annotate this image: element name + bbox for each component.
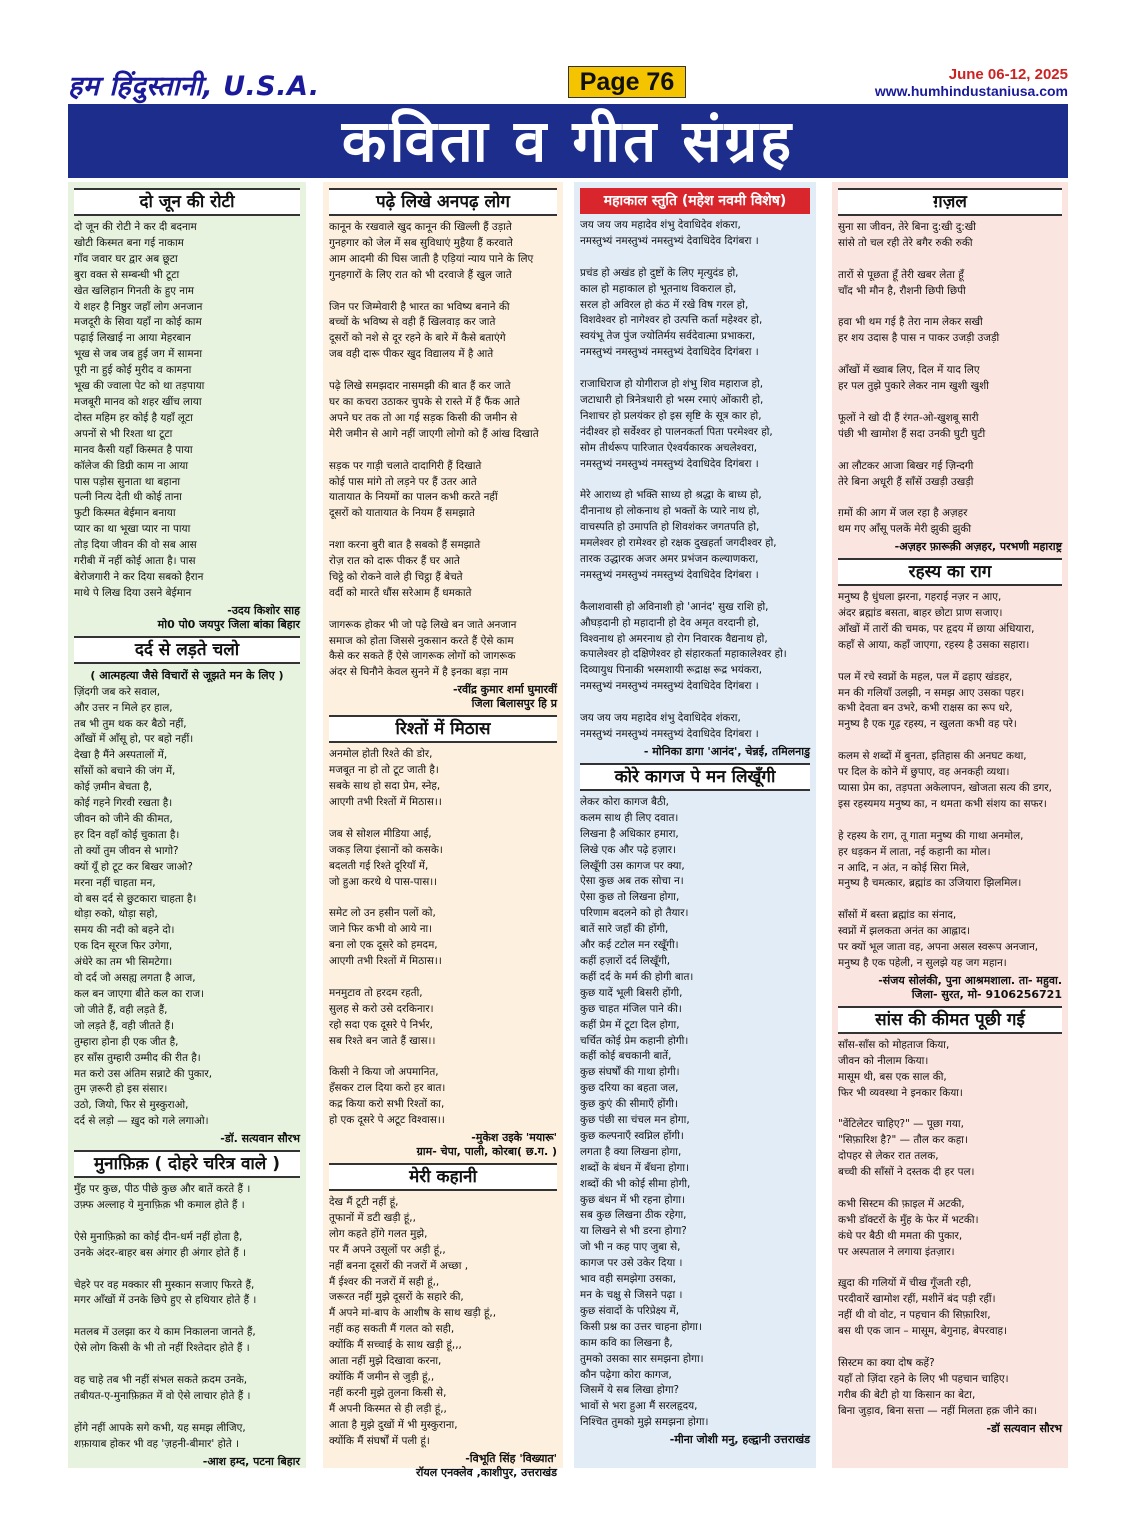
column-3 bbox=[574, 182, 816, 1468]
poem-title: पढ़े लिखे अनपढ़ लोग bbox=[329, 188, 557, 216]
poem-title: ग़ज़ल bbox=[838, 188, 1062, 216]
poem-body: जय जय जय महादेव शंभु देवाधिदेव शंकरा, नमस्तुभ्यं नमस्तुभ्यं नमस्तुभ्यं देवाधिदेव दिगंबरा । प्रचंड हो अखंड हो दुष्टों के लिए मृत्युदंड हो, काल हो महाकाल हो भूतनाथ विकराल हो, सरल हो अविरल हो कंठ में रखे विष गरल हो, विशवेश्वर हो नागेश्वर हो उत्पत्ति कर्ता महेश्वर हो, स्वयंभू तेज पुंज ज्योतिर्मय सर्वदेवात्मा प्रभाकरा, नमस्तुभ्यं नमस्तुभ्यं नमस्तुभ्यं देवाधिदेव दिगंबरा । राजाधिराज हो योगीराज हो शंभु शिव महाराज हो, जटाधारी हो त्रिनेत्रधारी हो भस्म रमाएं ओंकारी हो, निशाचर हो प्रलयंकर हो इस सृष्टि के सूत्र कार हो, नंदीश्वर हो सर्वेश्वर हो पालनकर्ता पिता परमेश्वर हो, सोम तीर्थरूप पारिजात ऐश्वर्यकारक अचलेश्वरा, नमस्तुभ्यं नमस्तुभ्यं नमस्तुभ्यं देवाधिदेव दिगंबरा । मेरे आराध्य हो भक्ति साध्य हो श्रद्धा के बाध्य हो, दीनानाथ हो लोकनाथ हो भक्तों के प्यारे नाथ हो, वाचस्पति हो उमापति हो शिवशंकर जगतपति हो, ममलेश्वर हो रामेश्वर हो रक्षक दुखहर्ता जगदीश्वर हो, तारक उद्धारक अजर अमर प्रभंजन कल्याणकरा, नमस्तुभ्यं नमस्तुभ्यं नमस्तुभ्यं देवाधिदेव दिगंबरा । कैलाशवासी हो अविनाशी हो 'आनंद' सुख राशि हो, औघड़दानी हो महादानी हो देव अमृत वरदानी हो, विश्वनाथ हो अमरनाथ हो रोग निवारक वैद्यनाथ हो, कपालेश्वर हो दक्षिणेश्वर हो संहारकर्ता महाकालेश्वर हो। दिव्यायुध पिनाकी भस्मशायी रूद्राक्ष रूद्र भयंकरा, नमस्तुभ्यं नमस्तुभ्यं नमस्तुभ्यं देवाधिदेव दिगंबरा । जय जय जय महादेव शंभु देवाधिदेव शंकरा, नमस्तुभ्यं नमस्तुभ्यं नमस्तुभ्यं देवाधिदेव दिगंबरा । bbox=[580, 219, 787, 740]
poem-title: दर्द से लड़ते चलो bbox=[74, 636, 300, 664]
newspaper-masthead: हम हिंदुस्तानी, U.S.A. bbox=[68, 71, 320, 102]
poem-title: मुनाफ़िक़ ( दोहरे चरित्र वाले ) bbox=[74, 1150, 300, 1178]
poem-author: -मीना जोशी मनु, हल्द्वानी उत्तराखंड bbox=[669, 1433, 810, 1447]
poem-title: सांस की कीमत पूछी गई bbox=[838, 1006, 1062, 1034]
poem-title: मेरी कहानी bbox=[329, 1163, 557, 1191]
column-2 bbox=[323, 182, 563, 1479]
poem-author: -संजय सोलंकी, पुना आश्रमशाला. ता- महुवा. जिला- सुरत, मो- 9106256721 bbox=[878, 973, 1062, 1001]
poem-body: लेकर कोरा कागज बैठी, कलम साथ ही लिए दवात। लिखना है अधिकार हमारा, लिखे एक और पढ़े हज़ार। लिखूँगी उस कागज पर क्या, ऐसा कुछ अब तक सोचा न। ऐसा कुछ तो लिखना होगा, परिणाम बदलने को हो तैयार। बातें सारे जहाँ की होंगी, और कई टटोल मन रखूँगी। कहीं हज़ारों दर्द लिखूँगी, कहीं दर्द के मर्म की होगी बात। कुछ यादें भूली बिसरी होंगी, कुछ चाहत मंजिल पाने की। कहीं प्रेम में टूटा दिल होगा, चर्चित कोई प्रेम कहानी होगी। कहीं कोई बचकानी बातें, कुछ संघर्षों की गाथा होगी। कुछ दरिया का बहता जल, कुछ कुएं की सीमाएँ होंगी। कुछ पंछी सा चंचल मन होगा, कुछ कल्पनाएँ स्वप्निल होंगी। लगता है क्या लिखना होगा, शब्दों के बंधन में बँधना होगा। शब्दों की भी कोई सीमा होगी, कुछ बंधन में भी रहना होगा। सब कुछ लिखना ठीक रहेगा, या लिखने से भी डरना होगा? जो भी न कह पाए जुबा से, कागज पर उसे उकेर दिया । भाव वही समझेगा उसका, मन के चक्षु से जिसने पढ़ा । कुछ संवादों के परिप्रेक्ष्य में, किसी प्रश्न का उत्तर चाहना होगा। काम कवि का लिखना है, तुमको उसका सार समझना होगा। कौन पढ़ेगा कोरा कागज, जिसमें ये सब लिखा होगा? भावों से भरा हुआ मैं सरलहृदय, निश्चित तुमको मुझे समझना होगा। bbox=[580, 795, 709, 1429]
page-header bbox=[0, 0, 1135, 100]
poem-body: मनुष्य है धुंधला झरना, गहराई नज़र न आए, अंदर ब्रह्मांड बसता, बाहर छोटा प्राण सजाए। आँखों में तारों की चमक, पर हृदय में छाया अंधियारा, कहाँ से आया, कहाँ जाएगा, रहस्य है उसका सहारा। पल में रचे स्वप्नों के महल, पल में ढहाए खंडहर, मन की गलियाँ उलझी, न समझ आए उसका पहर। कभी देवता बन उभरे, कभी राक्षस का रूप धरे, मनुष्य है एक गूढ़ रहस्य, न खुलता कभी वह परे। कलम से शब्दों में बुनता, इतिहास की अनघट कथा, पर दिल के कोने में छुपाए, वह अनकही व्यथा। प्यासा प्रेम का, तड़पता अकेलापन, खोजता सत्य की डगर, इस रहस्यमय मनुष्य का, न थमता कभी संशय का सफर। हे रहस्य के राग, तू गाता मनुष्य की गाथा अनमोल, हर धड़कन में लाता, नई कहानी का मोल। न आदि, न अंत, न कोई सिरा मिले, मनुष्य है चमत्कार, ब्रह्मांड का उजियारा झिलमिल। साँसों में बस्ता ब्रह्मांड का संनाद, स्वप्नों में झलकता अनंत का आह्लाद। पर क्यों भूल जाता वह, अपना असल स्वरूप अनजान, मनुष्य है एक पहेली, न सुलझे यह जग महान। bbox=[838, 591, 1052, 969]
poem-author: -रवींद्र कुमार शर्मा घुमारवीं जिला बिलासपुर हि प्र bbox=[452, 683, 557, 711]
poem-body: ज़िंदगी जब करे सवाल, और उत्तर न मिले हर हाल, तब भी तुम थक कर बैठो नहीं, आँखों में आँसू हो, पर बहो नहीं। देखा है मैंने अस्पतालों में, साँसों को बचाने की जंग में, कोई ज़मीन बेचता है, कोई गहने गिरवी रखता है। जीवन को जीने की कीमत, हर दिन वहाँ कोई चुकाता है। तो क्यों तुम जीवन से भागो? क्यों यूँ हो टूट कर बिखर जाओ? मरना नहीं चाहता मन, वो बस दर्द से छुटकारा चाहता है। थोड़ा रुको, थोड़ा सहो, समय की नदी को बहने दो। एक दिन सूरज फिर उगेगा, अंधेरे का तम भी सिमटेगा। वो दर्द जो असह्य लगता है आज, कल बन जाएगा बीते कल का राज। जो जीते हैं, वही लड़ते हैं, जो लड़ते हैं, वही जीतते हैं। तुम्हारा होना ही एक जीत है, हर साँस तुम्हारी उम्मीद की रीत है। मत करो उस अंतिम सन्नाटे की पुकार, तुम ज़रूरी हो इस संसार। उठो, जियो, फिर से मुस्कुराओ, दर्द से लड़ो — ख़ुद को गले लगाओ। bbox=[74, 685, 213, 1128]
poem-title: दो जून की रोटी bbox=[74, 188, 300, 216]
poem-author: -आश हम्द, पटना बिहार bbox=[202, 1454, 300, 1468]
page-number: Page 76 bbox=[568, 66, 686, 98]
poem-title: रहस्य का राग bbox=[838, 558, 1062, 586]
poem-author: -मुकेश उइके 'मयारू' ग्राम- चेपा, पाली, कोरबा( छ.ग. ) bbox=[416, 1131, 557, 1159]
poem-author: -डॉ सत्यवान सौरभ bbox=[986, 1421, 1062, 1435]
poem-title: रिश्तों में मिठास bbox=[329, 715, 557, 743]
issue-date: June 06-12, 2025 bbox=[948, 66, 1068, 83]
poem-title: महाकाल स्तुति (महेश नवमी विशेष) bbox=[580, 188, 810, 214]
section-banner: कविता व गीत संग्रह bbox=[68, 104, 1068, 178]
poem-body: देख मैं टूटी नहीं हूं, तूफानों में डटी खड़ी हूं,, लोग कहते होंगे गलत मुझे, पर मैं अपने उसूलों पर अड़ी हूं,, नहीं बनना दूसरों की नजरों में अच्छा , मैं ईश्वर की नजरों में सही हूं,, जरूरत नहीं मुझे दूसरों के सहारे की, मैं अपने मां-बाप के आशीष के साथ खड़ी हूं,, नहीं कह सकती मैं गलत को सही, क्योंकि मैं सच्चाई के साथ खड़ी हूं,,, आता नहीं मुझे दिखावा करना, क्योंकि मैं जमीन से जुड़ी हूं,, नहीं करनी मुझे तुलना किसी से, मैं अपनी किस्मत से ही लड़ी हूं,, आता है मुझे दुखों में भी मुस्कुराना, क्योंकि मैं संघर्षों में पली हूं। bbox=[329, 1196, 496, 1447]
poem-body: अनमोल होती रिश्ते की डोर, मजबूत ना हो तो टूट जाती है। सबके साथ हो सदा प्रेम, स्नेह, आएगी तभी रिश्तों में मिठास।। जब से सोशल मीडिया आई, जकड़ लिया इंसानों को कसके। बदलती गई रिश्ते दूरियाँ में, जो हुआ करथे थे पास-पास।। समेट लो उन हसीन पलों को, जाने फिर कभी वो आये ना। बना लो एक दूसरे को हमदम, आएगी तभी रिश्तों में मिठास।। मनमुटाव तो हरदम रहती, सुलह से करो उसे दरकिनार। रहो सदा एक दूसरे पे निर्भर, सब रिश्ते बन जाते हैं खास।। किसी ने किया जो अपमानित, हँसकर टाल दिया करो हर बात। कद्र किया करो सभी रिश्तों का, हो एक दूसरे पे अटूट विश्वास।। bbox=[329, 748, 446, 1127]
poem-subtitle: ( आत्महत्या जैसे विचारों से जूझते मन के लिए ) bbox=[90, 668, 284, 682]
poem-author: - मोनिका डागा 'आनंद', चेन्नई, तमिलनाडु bbox=[643, 744, 810, 758]
poem-author: -उदय किशोर साह मो0 पो0 जयपुर जिला बांका बिहार bbox=[157, 603, 300, 631]
column-4 bbox=[832, 182, 1068, 1468]
poem-author: -विभूति सिंह 'विख्यात' रॉयल एनक्लेव ,काशीपुर, उत्तराखंड bbox=[415, 1451, 557, 1479]
website-link[interactable]: www.humhindustaniusa.com bbox=[874, 83, 1068, 99]
poem-author: -डॉ. सत्यवान सौरभ bbox=[220, 1132, 300, 1146]
poem-body: सुना सा जीवन, तेरे बिना दु:खी दु:खी सांसे तो चल रही तेरे बगैर रुकी रुकी तारों से पूछता हूँ तेरी खबर लेता हूँ चाँद भी मौन है, रौशनी छिपी छिपी हवा भी थम गई है तेरा नाम लेकर सखी हर शय उदास है पास न पाकर उजड़ी उजड़ी आँखों में ख्वाब लिए, दिल में याद लिए हर पल तुझे पुकारे लेकर नाम खुशी खुशी फूलों ने खो दी हैं रंगत-ओ-खुशबू सारी पंछी भी खामोश हैं सदा उनकी घुटी घुटी आ लौटकर आजा बिखर गई ज़िन्दगी तेरे बिना अधूरी हैं साँसें उखड़ी उखड़ी ग़मों की आग में जल रहा है अज़हर थम गए आँसू पलकें मेरी झुकी झुकी bbox=[838, 221, 1000, 536]
column-1 bbox=[68, 182, 306, 1468]
poem-body: मुँह पर कुछ, पीठ पीछे कुछ और बातें करते हैं । उफ़्फ अल्लाह ये मुनाफ़िक़ भी कमाल होते हैं । ऐसे मुनाफ़िक़ो का कोई दीन-धर्म नहीं होता है, उनके अंदर-बाहर बस अंगार ही अंगार होते हैं । चेहरे पर वह मक्कार सी मुस्कान सजाए फिरते हैं, मगर आँखों में उनके छिपे हुए से हथियार होते हैं । मतलब में उलझा कर ये काम निकालना जानते हैं, ऐसे लोग किसी के भी तो नहीं रिश्तेदार होते हैं । वह चाहे तब भी नहीं संभल सकते क़दम उनके, तबीयत-ए-मुनाफ़िक़त में वो ऐसे लाचार होते हैं । होंगे नहीं आपके सगे कभी, यह समझ लीजिए, शफ़ायाब होकर भी वह 'ज़हनी-बीमार' होते । bbox=[74, 1183, 257, 1450]
poem-author: -अज़हर फ़ारूक़ी अज़हर, परभणी महाराष्ट्र bbox=[894, 540, 1062, 554]
poem-body: दो जून की रोटी ने कर दी बदनाम खोटी किस्मत बना गई नाकाम गाँव जवार घर द्वार अब छूटा बुरा वक्त से सम्बन्धी भी टूटा खेत खलिहान गिनती के हुए नाम ये शहर है निष्ठुर जहाँ लोग अनजान मजदूरी के सिवा यहाँ ना कोई काम पढ़ाई लिखाई ना आया मेहरबान भूख से जब जब हुई जग में सामना पूरी ना हुई कोई मुरीद व कामना भूख की ज्वाला पेट को था तड़पाया मजबूरी मानव को शहर खींच लाया दोस्त महिम हर कोई है यहाँ लूटा अपनों से भी रिश्ता था टूटा मानव कैसी यहाँ किस्मत है पाया कॉलेज की डिग्री काम ना आया पास पड़ोस सुनाता था बहाना पत्नी नित्य देती थी कोई ताना फुटी किस्मत बेईमान बनाया प्यार का था भूखा प्यार ना पाया तोड़ दिया जीवन की वो सब आस गरीबी में नहीं कोई आता है। पास बेरोजगारी ने कर दिया सबको हैरान माथे पे लिख दिया उसने बेईमान bbox=[74, 221, 205, 599]
poem-title: कोरे कागज पे मन लिखूँगी bbox=[580, 763, 810, 791]
poem-body: कानून के रखवाले खुद कानून की खिल्ली हैं उड़ाते गुनहगार को जेल में सब सुविधाएं मुहैया हैं करवाते आम आदमी की घिस जाती है एड़ियां न्याय पाने के लिए गुनहगारों के लिए रात को भी दरवाजे हैं खुल जाते जिन पर जिम्मेवारी है भारत का भविष्य बनाने की बच्चों के भविष्य से वही हैं खिलवाड़ कर जाते दूसरों को नशे से दूर रहने के बारे में कैसे बताएंगे जब वही दारू पीकर खुद विद्यालय में है आते पढ़े लिखे समझदार नासमझी की बात हैं कर जाते घर का कचरा उठाकर चुपके से रास्ते में हैं फैंक आते अपने घर तक तो आ गई सड़क किसी की जमीन से मेरी जमीन से आगे नहीं जाएगी लोगो को हैं आंख दिखाते सड़क पर गाड़ी चलाते दादागिरी हैं दिखाते कोई पास मांगे तो लड़ने पर हैं उतर आते यातायात के नियमों का पालन कभी करते नहीं दूसरों को यातायात के नियम हैं समझाते नशा करना बुरी बात है सबको हैं समझाते रोज़ रात को दारू पीकर हैं घर आते चिट्ठे को रोकने वाले ही चिट्ठा हैं बेचते वर्दी को मारते धौंस सरेआम हैं धमकाते जागरूक होकर भी जो पढ़े लिखे बन जाते अनजान समाज को होता जिससे नुकसान करते हैं ऐसे काम कैसे कर सकते हैं ऐसे जागरूक लोगों को जागरूक अंदर से घिनौने केवल सुनने में है इनका बड़ा नाम bbox=[329, 221, 539, 679]
poem-body: साँस-साँस को मोहताज किया, जीवन को नीलाम किया। मासूम थी, बस एक साल की, फिर भी व्यवस्था ने इनकार किया। "वेंटिलेटर चाहिए?" — पूछा गया, "सिफ़ारिश है?" — तौल कर कहा। दोपहर से लेकर रात तलक, बच्ची की साँसों ने दस्तक दी हर पल। कभी सिस्टम की फ़ाइल में अटकी, कभी डॉक्टरों के मुँह के फेर में भटकी। कंधे पर बैठी थी ममता की पुकार, पर अस्पताल ने लगाया इंतज़ार। ख़ुदा की गलियों में चीख गूँजती रही, परदीवारें खामोश रहीं, मशीनें बंद पड़ी रहीं। नहीं थी वो वोट, न पहचान की सिफ़ारिश, बस थी एक जान – मासूम, बेगुनाह, बेपरवाह। सिस्टम का क्या दोष कहें? यहाँ तो ज़िंदा रहने के लिए भी पहचान चाहिए। गरीब की बेटी हो या किसान का बेटा, बिना जुड़ाव, बिना सत्ता — नहीं मिलता हक़ जीने का। bbox=[838, 1038, 1038, 1417]
